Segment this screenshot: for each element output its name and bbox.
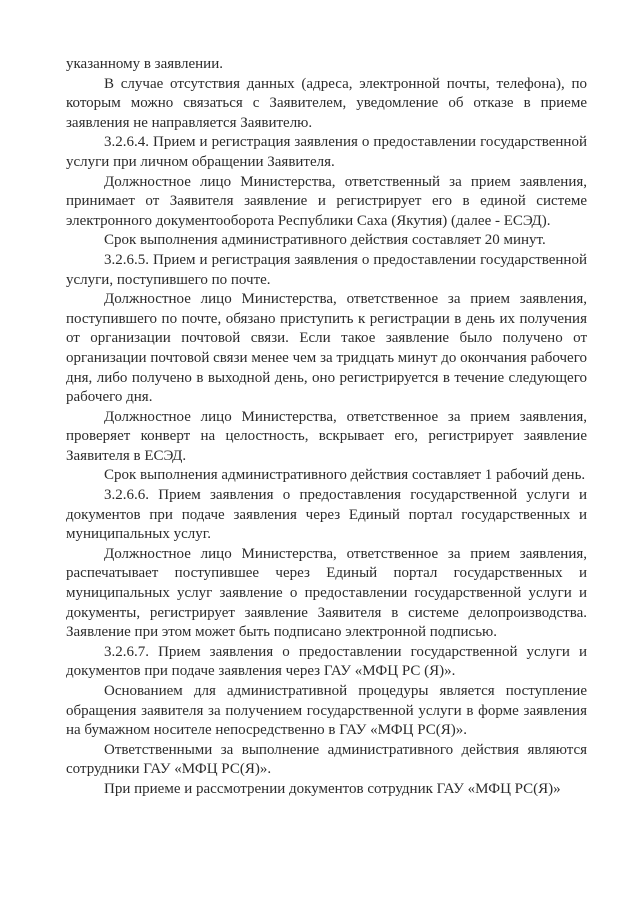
section-3-2-6-5-heading: 3.2.6.5. Прием и регистрация заявления о предоставлении государственной услуги, поступившего по почте. bbox=[66, 251, 587, 288]
paragraph-portal-registration: Должностное лицо Министерства, ответственное за прием заявления, распечатывает поступившее через Единый портал государственных и муниципальных услуг заявление о предоставлении государственной услуги и документы, регистрирует заявление Заявителя в системе делопроизводства. Заявление при этом может быть подписано электронной подписью. bbox=[66, 545, 587, 641]
paragraph-responsible-staff: Ответственными за выполнение административного действия являются сотрудники ГАУ «МФЦ РС(Я)». bbox=[66, 741, 587, 778]
paragraph-no-contact-data: В случае отсутствия данных (адреса, электронной почты, телефона), по которым можно связаться с Заявителем, уведомление об отказе в приеме заявления не направляется Заявителю. bbox=[66, 75, 587, 131]
paragraph-continuation: указанному в заявлении. bbox=[66, 56, 223, 72]
paragraph-deadline-20-min: Срок выполнения административного действия составляет 20 минут. bbox=[104, 232, 546, 249]
paragraph-official-accepts: Должностное лицо Министерства, ответственный за прием заявления, принимает от Заявителя заявление и регистрирует его в единой системе электронного документооборота Республики Саха (Якутия) (далее - ЕСЭД). bbox=[66, 173, 587, 229]
paragraph-document-review: При приеме и рассмотрении документов сотрудник ГАУ «МФЦ РС(Я)» bbox=[104, 780, 561, 797]
section-3-2-6-7-heading: 3.2.6.7. Прием заявления о предоставлении государственной услуги и документов при подаче заявления через ГАУ «МФЦ РС (Я)». bbox=[66, 643, 587, 680]
paragraph-deadline-1-day: Срок выполнения административного действия составляет 1 рабочий день. bbox=[104, 467, 586, 484]
paragraph-procedure-basis: Основанием для административной процедуры является поступление обращения заявителя за получением государственной услуги в форме заявления на бумажном носителе непосредственно в ГАУ «МФЦ РС(Я)». bbox=[66, 683, 587, 739]
section-3-2-6-4-heading: 3.2.6.4. Прием и регистрация заявления о предоставлении государственной услуги при личном обращении Заявителя. bbox=[66, 134, 587, 170]
section-3-2-6-6-heading: 3.2.6.6. Прием заявления о предоставления государственной услуги и документов при подаче заявления через Единый портал государственных и муниципальных услуг. bbox=[66, 487, 587, 543]
paragraph-postal-registration: Должностное лицо Министерства, ответственное за прием заявления, поступившего по почте, обязано приступить к регистрации в день их получения от организации почтовой связи. Если такое заявление было получено от организации почтовой связи менее чем за тридцать минут до окончания рабочего дня, либо получено в выходной день, оно регистрируется в течение следующего рабочего дня. bbox=[66, 291, 587, 406]
paragraph-envelope-check: Должностное лицо Министерства, ответственное за прием заявления, проверяет конверт на целостность, вскрывает его, регистрирует заявление Заявителя в ЕСЭД. bbox=[66, 408, 587, 464]
